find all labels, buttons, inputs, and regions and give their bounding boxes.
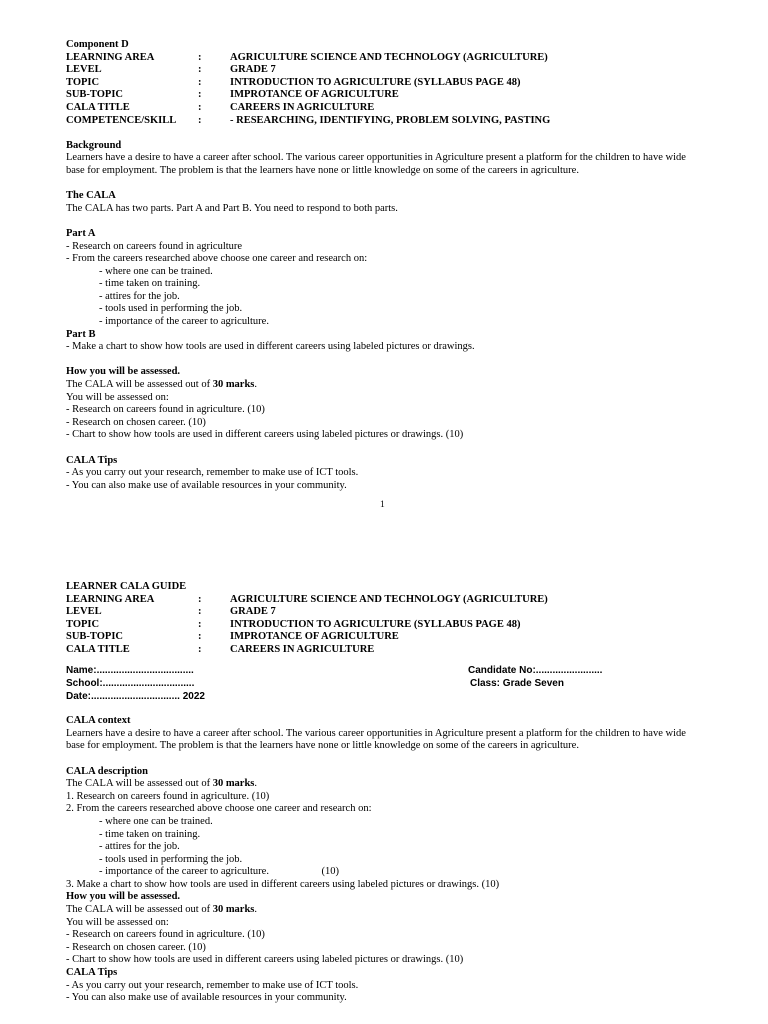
description-marks-line: The CALA will be assessed out of 30 marks. (66, 778, 258, 790)
header-row-level: LEVEL : GRADE 7 (66, 64, 276, 76)
part-a-item: - From the careers researched above choose one career and research on: (66, 253, 368, 265)
school-field[interactable]: School:................................. (66, 677, 195, 689)
learner-details (66, 665, 706, 703)
page-1 (66, 39, 706, 492)
part-a-item: - Research on careers found in agriculture (66, 240, 243, 252)
header-row-competence: COMPETENCE/SKILL : - RESEARCHING, IDENTIFYING, PROBLEM SOLVING, PASTING (66, 114, 551, 126)
description-subitem: - time taken on training. (99, 828, 201, 840)
background-heading: Background (66, 139, 122, 151)
part-a-heading: Part A (66, 227, 96, 239)
part-b-heading: Part B (66, 328, 96, 340)
header-table (66, 52, 706, 128)
header-row-cala-title: CALA TITLE : CAREERS IN AGRICULTURE (66, 101, 375, 113)
header-row-cala-title: CALA TITLE : CAREERS IN AGRICULTURE (66, 643, 375, 655)
assessment-item: - Chart to show how tools are used in different careers using labeled pictures or drawings. (10) (66, 954, 464, 966)
assessment-item: - Research on careers found in agriculture. (10) (66, 404, 265, 416)
description-subitem: - importance of the career to agriculture. (10) (99, 866, 339, 878)
assessment-heading: How you will be assessed. (66, 891, 181, 903)
header-row-level: LEVEL : GRADE 7 (66, 606, 276, 618)
assessment-item: - Chart to show how tools are used in different careers using labeled pictures or drawings. (10) (66, 429, 464, 441)
the-cala-text: The CALA has two parts. Part A and Part B. You need to respond to both parts. (66, 202, 398, 214)
tips-heading: CALA Tips (66, 454, 118, 466)
tips-item: - As you carry out your research, remember to make use of ICT tools. (66, 979, 359, 991)
context-heading: CALA context (66, 715, 131, 727)
assessment-item: - Research on careers found in agriculture. (10) (66, 929, 265, 941)
header-row-sub-topic: SUB-TOPIC : IMPROTANCE OF AGRICULTURE (66, 89, 399, 101)
assessment-item: - Research on chosen career. (10) (66, 941, 206, 953)
page-number: 1 (380, 500, 385, 510)
part-a-subitem: - time taken on training. (99, 278, 201, 290)
header-row-topic: TOPIC : INTRODUCTION TO AGRICULTURE (SYLLABUS PAGE 48) (66, 618, 521, 630)
tips-item: - As you carry out your research, remember to make use of ICT tools. (66, 467, 359, 479)
description-item: 2. From the careers researched above choose one career and research on: (66, 803, 372, 815)
tips-heading: CALA Tips (66, 967, 118, 979)
tips-item: - You can also make use of available resources in your community. (66, 479, 347, 491)
part-a-subitem: - tools used in performing the job. (99, 303, 243, 315)
header-row-topic: TOPIC : INTRODUCTION TO AGRICULTURE (SYLLABUS PAGE 48) (66, 76, 521, 88)
assessment-on: You will be assessed on: (66, 391, 169, 403)
description-heading: CALA description (66, 765, 148, 777)
page-2 (66, 581, 706, 1005)
assessment-on: You will be assessed on: (66, 916, 169, 928)
the-cala-heading: The CALA (66, 190, 116, 202)
part-a-subitem: - importance of the career to agriculture. (99, 316, 269, 328)
date-field[interactable]: Date:................................ 2022 (66, 690, 205, 702)
tips-item: - You can also make use of available resources in your community. (66, 992, 347, 1004)
part-a-subitem: - attires for the job. (99, 290, 180, 302)
assessment-item: - Research on chosen career. (10) (66, 416, 206, 428)
part-a-subitem: - where one can be trained. (99, 265, 213, 277)
description-item: 1. Research on careers found in agriculture. (10) (66, 790, 270, 802)
description-subitem: - where one can be trained. (99, 815, 213, 827)
background-text: Learners have a desire to have a career after school. The various career opportunities in Agriculture present a platform for the children to have wide base for employment. The problem is that the learners have none or little knowledge on some of the careers in agriculture. (66, 152, 686, 176)
header-table (66, 594, 706, 657)
part-b-item: - Make a chart to show how tools are used in different careers using labeled pictures or drawings. (66, 341, 475, 353)
assessment-marks-line: The CALA will be assessed out of 30 marks. (66, 379, 258, 391)
header-row-sub-topic: SUB-TOPIC : IMPROTANCE OF AGRICULTURE (66, 631, 399, 643)
class-field: Class: Grade Seven (470, 677, 564, 689)
guide-title: LEARNER CALA GUIDE (66, 581, 187, 592)
header-row-learning-area: LEARNING AREA : AGRICULTURE SCIENCE AND TECHNOLOGY (AGRICULTURE) (66, 593, 548, 605)
description-item: 3. Make a chart to show how tools are used in different careers using labeled pictures or drawings. (10) (66, 878, 500, 890)
description-subitem: - tools used in performing the job. (99, 853, 243, 865)
context-text: Learners have a desire to have a career after school. The various career opportunities in Agriculture present a platform for the children to have wide base for employment. The problem is that the learners have none or little knowledge on some of the careers in agriculture. (66, 727, 686, 752)
assessment-marks-line: The CALA will be assessed out of 30 marks. (66, 904, 258, 916)
component-label: Component D (66, 39, 129, 50)
header-row-learning-area: LEARNING AREA : AGRICULTURE SCIENCE AND TECHNOLOGY (AGRICULTURE) (66, 51, 548, 63)
assessment-heading: How you will be assessed. (66, 366, 181, 378)
name-field[interactable]: Name:................................... (66, 664, 194, 676)
description-subitem: - attires for the job. (99, 841, 180, 853)
candidate-number-field[interactable]: Candidate No:........................ (468, 664, 603, 676)
